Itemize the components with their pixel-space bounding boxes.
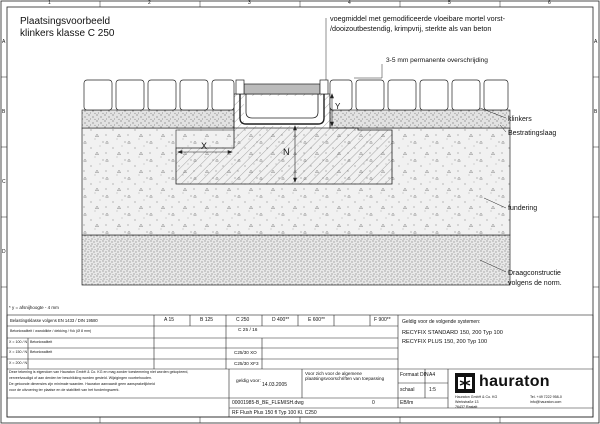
class-a15: A 15 bbox=[164, 317, 175, 323]
disclaimer-1: Deze tekening is eigendom van Hauraton GmbH & Co. KG en mag zonder toestemming niet worden gekopieerd, bbox=[9, 370, 189, 374]
dimension-y-label: Y bbox=[335, 102, 341, 111]
system-2: RECYFIX PLUS 150, 200 Typ 100 bbox=[402, 339, 488, 345]
row3-label: Betonkwaliteit bbox=[30, 340, 53, 344]
row3-value: C25/30 XO bbox=[234, 350, 257, 355]
validity-header: Geldig voor de volgende systemen: bbox=[402, 319, 481, 325]
class-e600: E 600** bbox=[308, 317, 325, 323]
row4-value: C25/30 XF3 bbox=[234, 361, 259, 366]
format-label: Formaat DIN bbox=[400, 372, 429, 378]
valid-from-label: geldig voor: bbox=[236, 379, 261, 384]
pavers-label: klinkers bbox=[508, 116, 532, 123]
drawing-subtitle: klinkers klasse C 250 bbox=[20, 28, 115, 39]
footnote: * y = afsnijhoogte - 4 mm bbox=[9, 305, 59, 310]
contact-1: Tel. +49 7222 958-0 bbox=[530, 395, 562, 399]
system-1: RECYFIX STANDARD 150, 200 Typ 100 bbox=[402, 330, 503, 336]
class-f900: F 900** bbox=[374, 317, 391, 323]
contact-2: info@hauraton.com bbox=[530, 400, 562, 404]
row2-value: C 25 / 16 bbox=[238, 328, 258, 333]
class-d400: D 400** bbox=[272, 317, 290, 323]
hauraton-logo bbox=[455, 372, 585, 394]
brand-name: hauraton bbox=[479, 373, 550, 390]
row-code-3: X = 200 / N bbox=[9, 361, 28, 365]
grid-col-2: 2 bbox=[148, 0, 151, 6]
address-1: Hauraton GmbH & Co. KG bbox=[455, 395, 498, 399]
valid-from-value: 14.03.2005 bbox=[262, 382, 288, 388]
row-code-1: X = 100 / N bbox=[9, 340, 28, 344]
row4-label: Betonkwaliteit bbox=[30, 350, 53, 354]
foundation-label: fundering bbox=[508, 205, 538, 212]
disclaimer-2: verveelvoudigd of aan derden ter beschikking worden gesteld. Wijzigingen voorbehouden. bbox=[9, 376, 153, 380]
row-code-2: X = 150 / N bbox=[9, 350, 28, 354]
grid-row-d: D bbox=[2, 249, 6, 255]
subgrade-label-line2: volgens de norm. bbox=[508, 280, 562, 287]
grid-col-4: 4 bbox=[348, 0, 351, 6]
grid-row-a: A bbox=[2, 39, 6, 45]
offset-note: 3-5 mm permanente overschrijding bbox=[386, 57, 488, 64]
sealant-note-line1: voegmiddel met gemodificeerde vloeibare mortel vorst- bbox=[330, 14, 505, 23]
format-value: A4 bbox=[429, 372, 436, 378]
bedding-right bbox=[330, 110, 510, 128]
bedding-left bbox=[82, 110, 234, 128]
bedding-label: Bestratingslaag bbox=[508, 130, 557, 137]
row2-label: Betonkwaliteit / wanddikte / dekking / f'ck (Ø 8 mm) bbox=[10, 329, 92, 333]
subgrade-label-line1: Draagconstructie bbox=[508, 270, 561, 277]
drawing-number: 00001985-B_BE_FLEMISH.dwg bbox=[232, 400, 304, 406]
revision: 0 bbox=[372, 400, 375, 406]
disclaimer-3: De getoonde dimensies zijn minimale waarden. Hauraton aanvaardt geen aansprakelijkheid bbox=[9, 382, 155, 386]
subgrade-layer bbox=[82, 235, 510, 285]
sealant-note-line2: /dooizoutbestendig, krimpvrij, sterkte als van beton bbox=[330, 24, 492, 33]
grid-row-b-right: B bbox=[594, 109, 598, 115]
class-b125: B 125 bbox=[200, 317, 214, 323]
grid-col-3: 3 bbox=[248, 0, 251, 6]
scale-value: 1:5 bbox=[429, 387, 436, 393]
disclaimer-4: voor de uitvoering ter plaatse en de stabiliteit van het funderingswerk. bbox=[9, 388, 120, 392]
grid-row-b: B bbox=[2, 109, 6, 115]
address-3: 76437 Rastatt bbox=[455, 405, 478, 409]
grid-col-1: 1 bbox=[48, 0, 51, 6]
hauraton-mark-icon bbox=[455, 373, 475, 393]
standard-label: Belastingsklasse volgens EN 1433 / DIN 19580 bbox=[10, 318, 98, 323]
dimension-x-label: X bbox=[201, 141, 208, 151]
grid-col-5: 5 bbox=[448, 0, 451, 6]
grid-col-6: 6 bbox=[548, 0, 551, 6]
file-name: RF Flush Plus 150 fl Typ 100 Kl. C250 bbox=[232, 410, 317, 416]
grid-row-c: C bbox=[2, 179, 6, 185]
class-c250: C 250 bbox=[236, 317, 250, 323]
dimension-n-label: N bbox=[283, 147, 290, 157]
address-2: Werkstraße 13 bbox=[455, 400, 479, 404]
scale-label: schaal bbox=[400, 387, 415, 393]
drawing-title: Plaatsingsvoorbeeld bbox=[20, 16, 111, 27]
notes-label: Voor zich voor de algemene plaatsingsvoorschriften van toepassing bbox=[305, 371, 385, 382]
author-label: EB/lm bbox=[400, 400, 414, 406]
grid-row-a-right: A bbox=[594, 39, 598, 45]
